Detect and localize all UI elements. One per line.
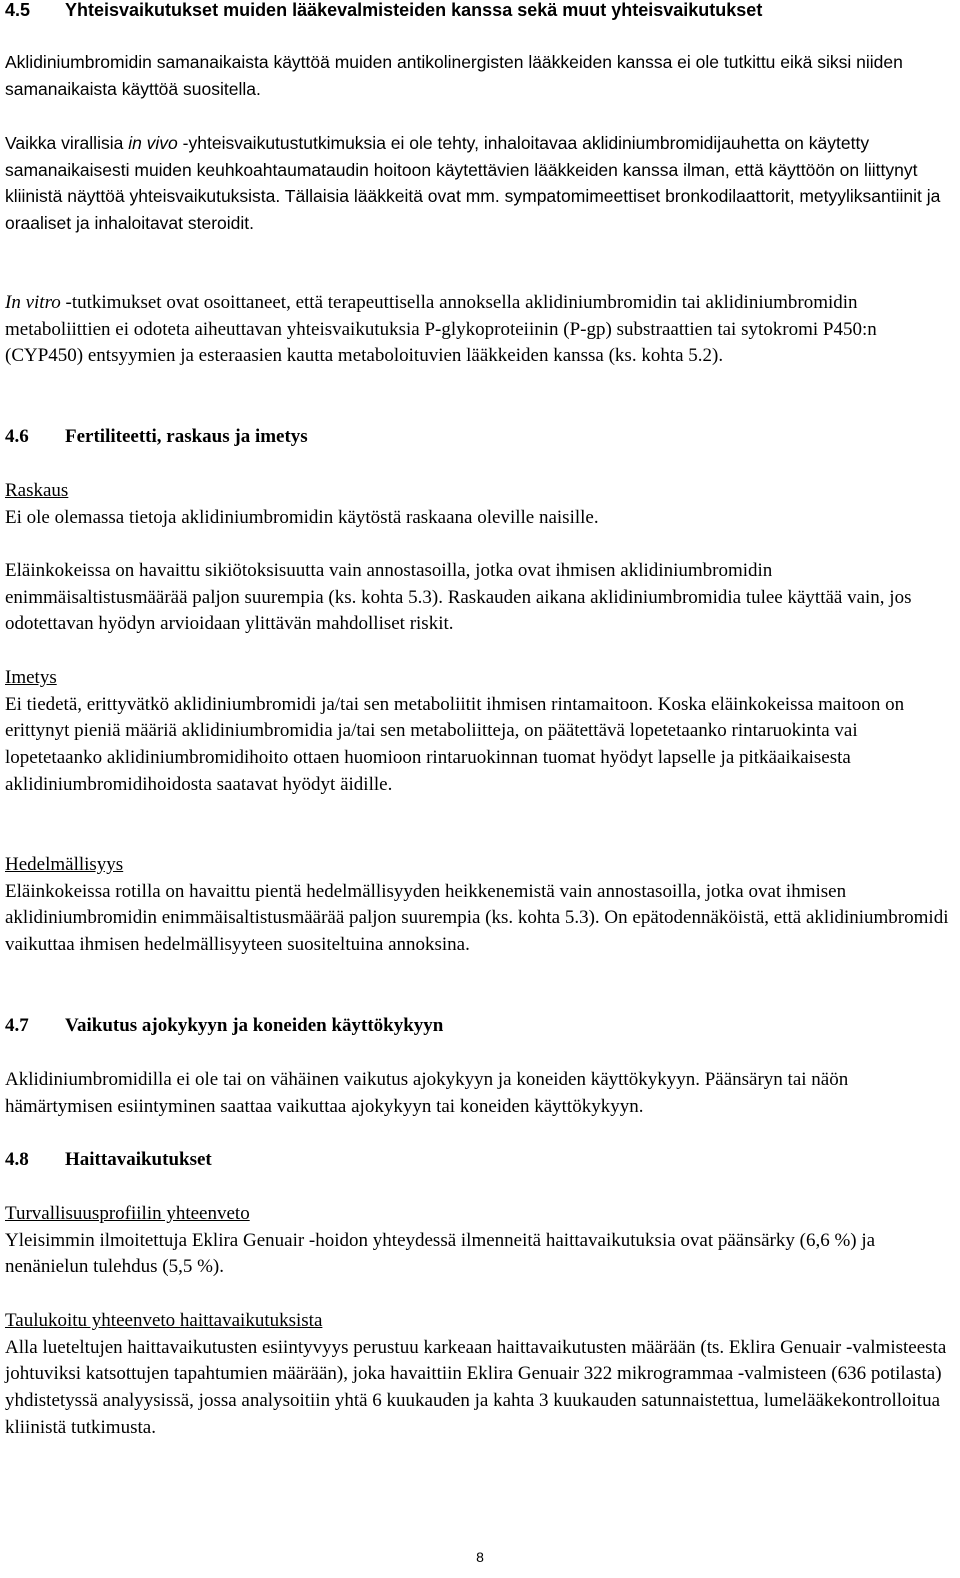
paragraph-text xyxy=(5,290,955,370)
section-number: 4.7 xyxy=(5,1015,29,1036)
paragraph-text: Ei ole olemassa tietoja aklidiniumbromidin käytöstä raskaana oleville naisille. xyxy=(5,506,599,528)
subsection-heading: Imetys xyxy=(5,667,57,688)
italic-term: In vitro xyxy=(5,292,61,313)
section-number: 4.6 xyxy=(5,426,29,447)
section-heading-4-7 xyxy=(5,1013,443,1039)
paragraph xyxy=(5,290,955,370)
paragraph-text: Aklidiniumbromidin samanaikaista käyttöä muiden antikolinergisten lääkkeiden kanssa ei ole tutkittu eikä siksi niiden samanaikaista käyttöä suositella. xyxy=(5,52,903,99)
italic-term: in vivo xyxy=(128,133,178,153)
section-title: Haittavaikutukset xyxy=(65,1149,212,1170)
text-run: -yhteisvaikutustutkimuksia ei ole tehty, inhaloitavaa aklidiniumbromidijauhetta on käytetty samanaikaisesti muiden keuhkoahtaumataudin hoitoon käytettävien lääkkeiden kanssa ilman, että käyttöön on liittynyt kliinistä näyttöä yhteisvaikutuksista. Tällaisia lääkkeitä ovat mm. sympatomimeettiset bronkodilaattorit, metyyliksantiinit ja oraaliset ja inhaloitavat steroidit. xyxy=(5,133,941,234)
subsection-hedelmallisyys xyxy=(5,852,955,959)
section-title: Vaikutus ajokykyyn ja koneiden käyttökykyyn xyxy=(65,1015,444,1036)
paragraph xyxy=(5,130,955,237)
section-heading-4-5 xyxy=(5,0,762,23)
paragraph xyxy=(5,49,955,102)
subsection-imetys xyxy=(5,665,955,799)
subsection-raskaus xyxy=(5,478,955,531)
page-number: 8 xyxy=(476,1549,484,1565)
section-heading-4-6 xyxy=(5,424,308,450)
paragraph-text: Eläinkokeissa on havaittu sikiötoksisuutta vain annostasoilla, jotka ovat ihmisen aklidiniumbromidin enimmäisaltistusmäärää paljon suurempia (ks. kohta 5.3). Raskauden aikana aklidiniumbromidia tulee käyttää vain, jos odotettavan hyödyn arvioidaan ylittävän mahdolliset riskit. xyxy=(5,560,912,635)
paragraph-text xyxy=(5,130,955,237)
section-number: 4.5 xyxy=(5,0,31,20)
paragraph-text: Alla lueteltujen haittavaikutusten esiintyvyys perustuu karkeaan haittavaikutusten määrään (ts. Eklira Genuair -valmisteesta johtuviksi katsottujen tapahtumien määrään), joka havaittiin Eklira Genuair 322 mikrogrammaa -valmisteen (636 potilasta) yhdistetyssä analyysissä, jossa analysoitiin yhtä 6 kuukauden ja kahta 3 kuukauden satunnaistettua, lumelääkekontrolloitua kliinistä tutkimusta. xyxy=(5,1336,947,1438)
paragraph-text: Yleisimmin ilmoitettuja Eklira Genuair -hoidon yhteydessä ilmenneitä haittavaikutuksia ovat päänsärky (6,6 %) ja nenänielun tulehdus (5,5 %). xyxy=(5,1229,876,1278)
subsection-heading: Taulukoitu yhteenveto haittavaikutuksista xyxy=(5,1310,323,1331)
text-run: Vaikka virallisia xyxy=(5,133,129,153)
subsection-heading: Raskaus xyxy=(5,480,69,501)
section-title: Fertiliteetti, raskaus ja imetys xyxy=(65,426,308,447)
paragraph-text: Ei tiedetä, erittyvätkö aklidiniumbromidi ja/tai sen metaboliitit ihmisen rintamaitoon. Koska eläinkokeissa maitoon on erittynyt pieniä määriä aklidiniumbromidia ja/tai sen metaboliitteja, on päätettävä lopetetaanko rintaruokinta vai lopetetaanko aklidiniumbromidihoito ottaen huomioon rintaruokinnan tuomat hyödyt lapselle ja pitkäaikaisesta aklidiniumbromidihoidosta saatavat hyödyt äidille. xyxy=(5,693,905,795)
section-number: 4.8 xyxy=(5,1149,29,1170)
text-run: -tutkimukset ovat osoittaneet, että terapeuttisella annoksella aklidiniumbromidin tai aklidiniumbromidin metaboliittien ei odoteta aiheuttavan yhteisvaikutuksia P-glykoproteiinin (P-gp) substraattien tai sytokromi P450:n (CYP450) entsyymien ja esteraasien kautta metaboloituvien lääkkeiden kanssa (ks. kohta 5.2). xyxy=(5,292,877,367)
paragraph-text: Eläinkokeissa rotilla on havaittu pientä hedelmällisyyden heikkenemistä vain annostasoilla, jotka ovat ihmisen aklidiniumbromidin enimmäisaltistusmäärää paljon suurempia (ks. kohta 5.3). On epätodennäköistä, että aklidiniumbromidi vaikuttaa ihmisen hedelmällisyyteen suositeltuina annoksina. xyxy=(5,880,949,956)
subsection-turvallisuusprofiili xyxy=(5,1201,955,1281)
subsection-heading: Hedelmällisyys xyxy=(5,854,124,875)
section-title: Yhteisvaikutukset muiden lääkevalmisteiden kanssa sekä muut yhteisvaikutukset xyxy=(65,0,763,20)
subsection-heading: Turvallisuusprofiilin yhteenveto xyxy=(5,1203,250,1224)
paragraph-text: Aklidiniumbromidilla ei ole tai on vähäinen vaikutus ajokykyyn ja koneiden käyttökykyyn. Päänsäryn tai näön hämärtymisen esiintyminen saattaa vaikuttaa ajokykyyn tai koneiden käyttökykyyn. xyxy=(5,1069,849,1117)
subsection-taulukoitu-yhteenveto xyxy=(5,1308,955,1442)
paragraph xyxy=(5,558,955,638)
paragraph xyxy=(5,1067,955,1120)
section-heading-4-8 xyxy=(5,1147,212,1173)
